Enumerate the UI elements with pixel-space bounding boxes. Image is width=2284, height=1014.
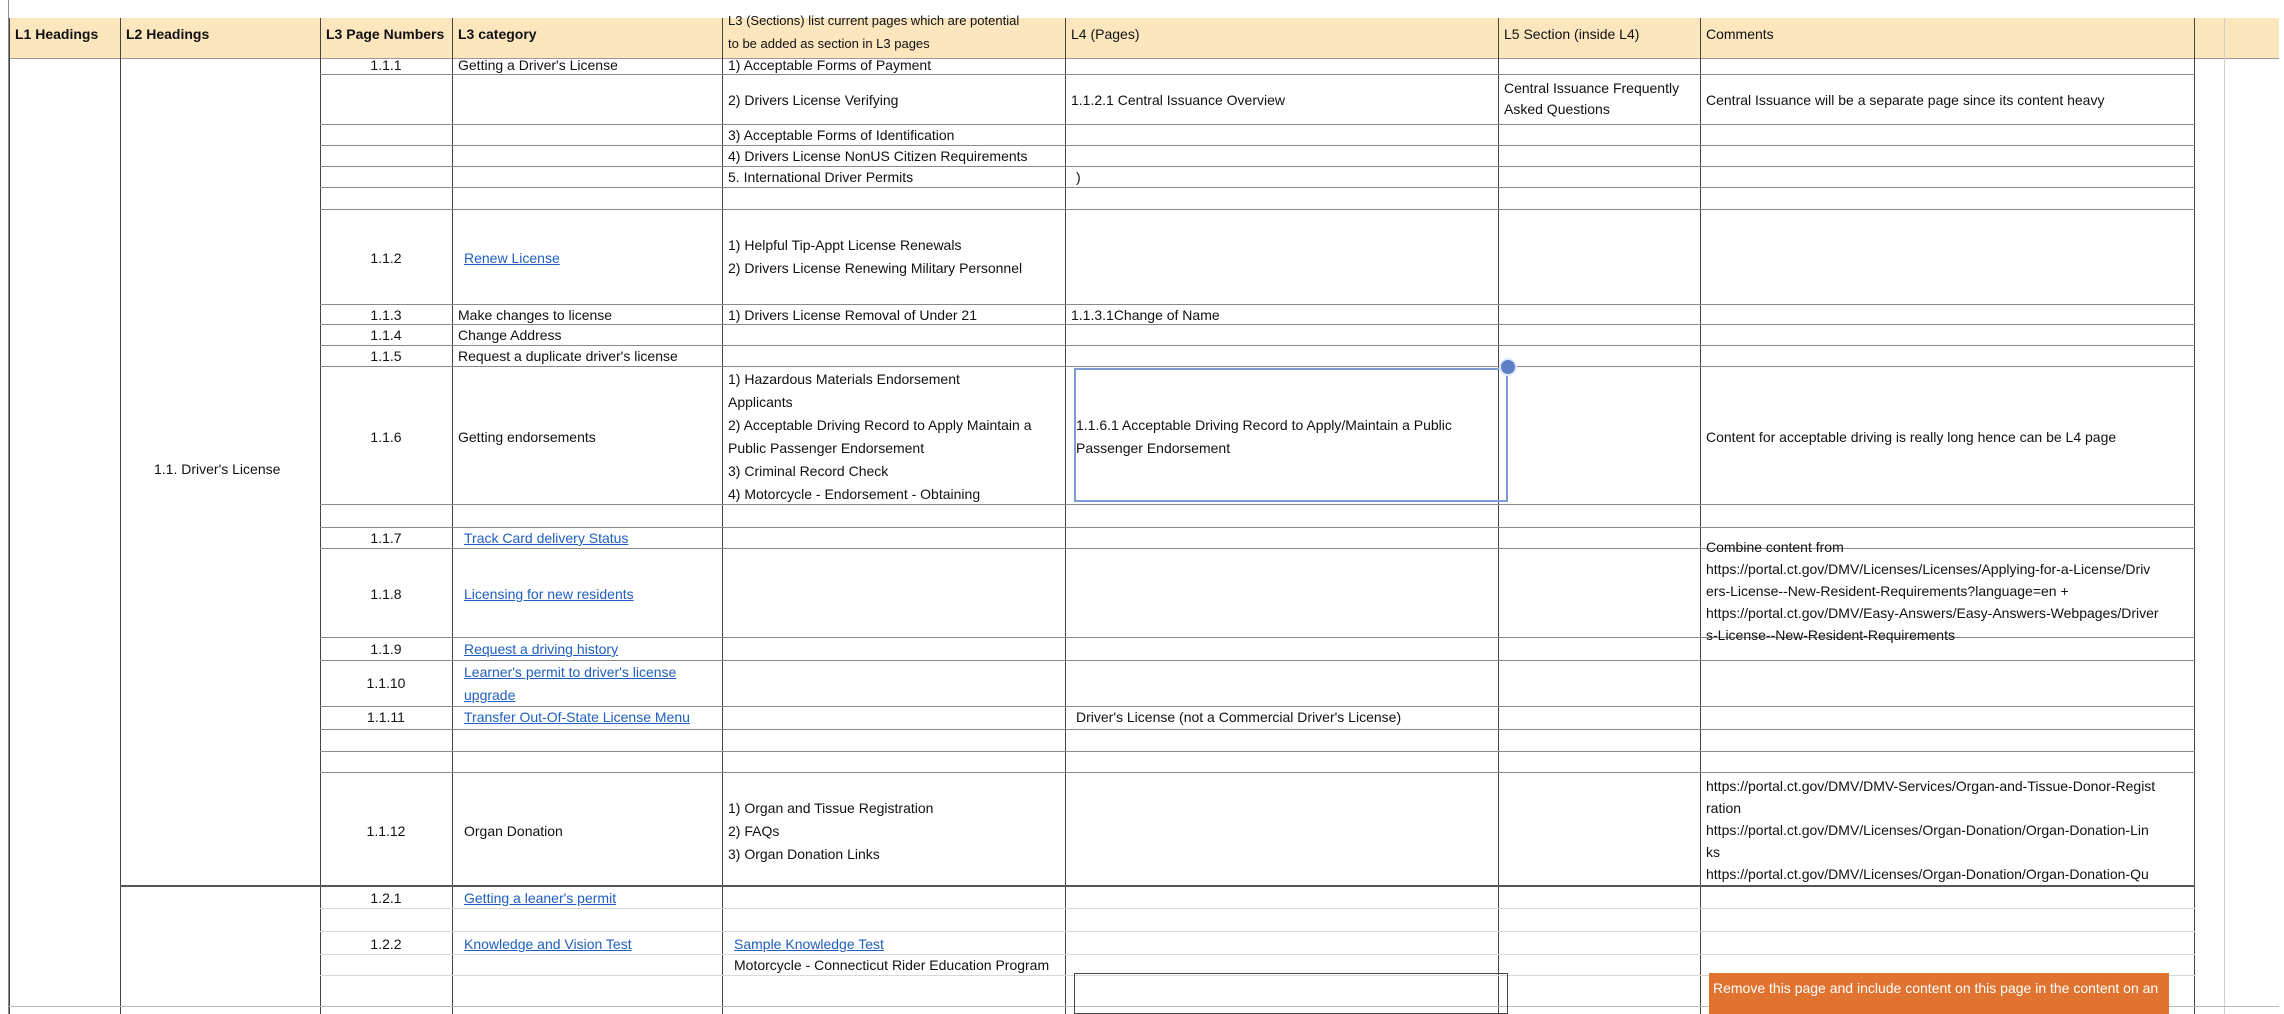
l4-page[interactable]: 1.1.2.1 Central Issuance Overview [1071,92,1285,108]
row-divider [320,124,2195,125]
sample-knowledge-test-link[interactable]: Sample Knowledge Test [734,936,884,952]
col-divider [2224,18,2225,1014]
transfer-license-link[interactable]: Transfer Out-Of-State License Menu [464,709,690,725]
l3-section[interactable]: 1) Drivers License Removal of Under 21 [728,307,977,323]
renew-license-link[interactable]: Renew License [464,250,560,266]
comment-cell[interactable] [1700,772,2194,884]
l3-section[interactable]: 5. International Driver Permits [728,169,914,185]
l3-number[interactable]: 1.1.6 [370,429,402,445]
comment: Combine content from [1706,539,1844,555]
l3-category[interactable]: Organ Donation [464,823,563,839]
driving-history-link[interactable]: Request a driving history [464,641,619,657]
col-divider [722,18,723,1014]
l4-page[interactable]: 1.1.3.1Change of Name [1071,307,1220,323]
l3-category[interactable]: Make changes to license [458,307,613,323]
l3-section[interactable]: 2) Acceptable Driving Record to Apply Maintain a [728,417,1032,433]
spreadsheet-grid[interactable] [8,0,2279,1014]
col-divider [120,18,121,1014]
l3-section[interactable]: 1) Helpful Tip-Appt License Renewals [728,237,962,253]
comment: ration [1706,800,1742,816]
row-divider [320,504,2195,505]
l3-category[interactable]: Getting endorsements [458,429,596,445]
col-divider [320,18,321,1014]
licensing-new-residents-link[interactable]: Licensing for new residents [464,586,634,602]
comment: https://portal.ct.gov/DMV/Easy-Answers/Easy-Answers-Webpages/Driver [1706,605,2159,621]
header-l3-category[interactable]: L3 category [458,26,537,42]
l4-page[interactable]: 1.1.6.1 Acceptable Driving Record to Apply/Maintain a Public [1076,417,1452,433]
l3-section[interactable]: Motorcycle - Connecticut Rider Education Program [734,957,1050,973]
l3-section[interactable]: 1) Hazardous Materials Endorsement [728,371,960,387]
comment: https://portal.ct.gov/DMV/Licenses/Organ-Donation/Organ-Donation-Qu [1706,866,2149,882]
l5-section[interactable]: Central Issuance Frequently [1504,80,1680,96]
l3-section[interactable]: 1) Acceptable Forms of Payment [728,57,932,73]
l3-section[interactable]: Applicants [728,394,793,410]
l3-category[interactable]: Request a duplicate driver's license [458,348,678,364]
l3-category[interactable]: Change Address [458,327,562,343]
l3-section[interactable]: 3) Criminal Record Check [728,463,889,479]
l3-category[interactable]: Getting a Driver's License [458,57,618,73]
l4-page[interactable]: Passenger Endorsement [1076,440,1231,456]
header-l3-sections-line1[interactable]: L3 (Sections) list current pages which are potential [728,13,1020,28]
comment: https://portal.ct.gov/DMV/Licenses/Licenses/Applying-for-a-License/Driv [1706,561,2151,577]
l3-section[interactable]: 3) Organ Donation Links [728,846,880,862]
l3-number[interactable]: 1.1.12 [366,823,406,839]
comment: s-License--New-Resident-Requirements [1706,627,1955,643]
track-card-delivery-link[interactable]: Track Card delivery Status [464,530,629,546]
l3-number[interactable]: 1.2.1 [370,890,402,906]
comment-cell[interactable] [1700,539,2194,643]
row-divider [320,751,2195,752]
row-divider [320,729,2195,730]
header-l3-sections-line2[interactable]: to be added as section in L3 pages [728,36,930,51]
l3-section[interactable]: 2) Drivers License Renewing Military Personnel [728,260,1023,276]
col-divider [1065,18,1066,1014]
l3-number[interactable]: 1.1.1 [370,57,402,73]
l3-number[interactable]: 1.1.2 [370,250,402,266]
comment[interactable]: Remove this page and include content on this page in the content on an [1713,980,2159,996]
l3-number[interactable]: 1.1.3 [370,307,402,323]
comment: https://portal.ct.gov/DMV/DMV-Services/Organ-and-Tissue-Donor-Regist [1706,778,2156,794]
row-divider [320,187,2195,188]
header-l5[interactable]: L5 Section (inside L4) [1504,26,1640,42]
selected-cell[interactable] [1074,368,1508,502]
l3-number[interactable]: 1.2.2 [370,936,402,952]
header-l3-page-numbers[interactable]: L3 Page Numbers [326,26,445,42]
l3-number[interactable]: 1.1.4 [370,327,402,343]
learners-permit-upgrade-link[interactable]: Learner's permit to driver's license [464,664,677,680]
row-divider [320,166,2195,167]
l3-section[interactable]: Public Passenger Endorsement [728,440,925,456]
knowledge-vision-test-link[interactable]: Knowledge and Vision Test [464,936,632,952]
comment: ks [1706,844,1720,860]
l3-section[interactable]: 2) Drivers License Verifying [728,92,899,108]
comment[interactable]: Content for acceptable driving is really long hence can be L4 page [1706,429,2117,445]
l4-page[interactable]: Driver's License (not a Commercial Driver's License) [1076,709,1402,725]
row-divider [320,931,2195,932]
l3-number[interactable]: 1.1.7 [370,530,402,546]
comment[interactable]: Central Issuance will be a separate page since its content heavy [1706,92,2105,108]
comment: https://portal.ct.gov/DMV/Licenses/Organ-Donation/Organ-Donation-Lin [1706,822,2149,838]
l3-section[interactable]: 1) Organ and Tissue Registration [728,800,934,816]
l3-section[interactable]: 4) Drivers License NonUS Citizen Requirements [728,148,1028,164]
l3-section[interactable]: 4) Motorcycle - Endorsement - Obtaining [728,486,981,502]
l3-number[interactable]: 1.1.11 [367,709,405,725]
header-comments[interactable]: Comments [1706,26,1774,42]
l3-section[interactable]: 2) FAQs [728,823,780,839]
l3-number[interactable]: 1.1.5 [370,348,402,364]
row-divider [320,209,2195,210]
header-l4[interactable]: L4 (Pages) [1071,26,1140,42]
row-divider [320,145,2195,146]
l3-number[interactable]: 1.1.8 [370,586,402,602]
learners-permit-upgrade-link[interactable]: upgrade [464,687,516,703]
l4-page[interactable]: ) [1076,169,1081,185]
learners-permit-link[interactable]: Getting a leaner's permit [464,890,617,906]
comment: ers-License--New-Resident-Requirements?language=en + [1706,583,2069,599]
l3-number[interactable]: 1.1.10 [366,675,406,691]
selection-handle[interactable] [1499,358,1517,376]
col-divider [9,18,10,1014]
l3-section[interactable]: 3) Acceptable Forms of Identification [728,127,955,143]
header-l2[interactable]: L2 Headings [126,26,210,42]
col-divider [2194,18,2195,1014]
header-l1[interactable]: L1 Headings [15,26,99,42]
l4-cell-outline[interactable] [1074,973,1508,1014]
col-divider [452,18,453,1014]
l5-section[interactable]: Asked Questions [1504,101,1610,117]
l3-number[interactable]: 1.1.9 [370,641,402,657]
col-divider [1498,18,1499,1014]
l2-drivers-license[interactable]: 1.1. Driver's License [154,461,281,477]
